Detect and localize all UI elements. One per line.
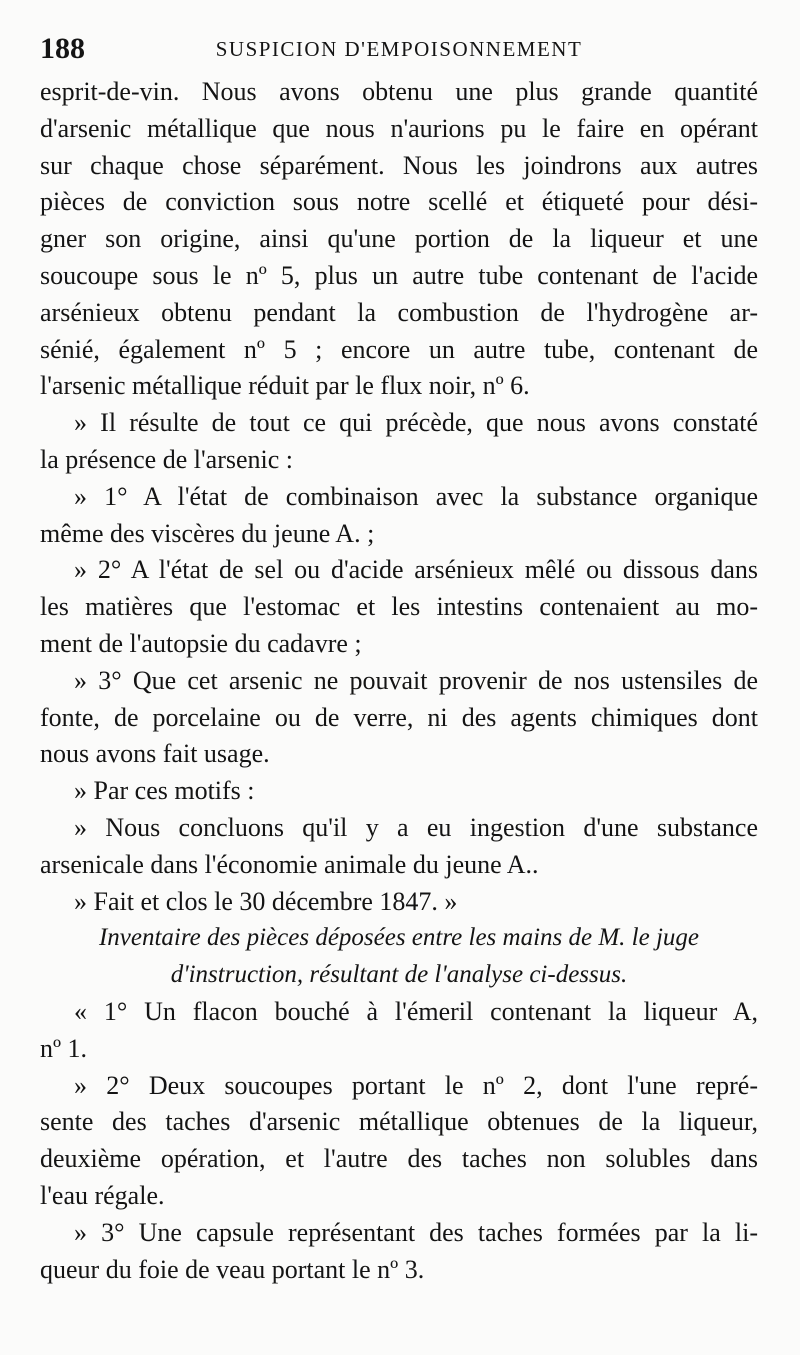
text-line: deuxième opération, et l'autre des taches non solubles dans [40,1144,758,1174]
running-title: SUSPICION D'EMPOISONNEMENT [215,37,583,61]
text-line: » 3° Une capsule représentant des taches formées par la li- [74,1217,758,1247]
text-line: pièces de conviction sous notre scellé et étiqueté pour dési- [40,187,758,217]
text-line: l'arsenic métallique réduit par le flux noir, nº 6. [40,371,530,401]
text-line: » Il résulte de tout ce qui précède, que nous avons constaté [74,408,758,438]
text-line: sur chaque chose séparément. Nous les joindrons aux autres [40,150,758,180]
text-line: arsénieux obtenu pendant la combustion de l'hydrogène ar- [40,297,758,327]
text-line: » Par ces motifs : [74,776,255,806]
section-heading-line: d'instruction, résultant de l'analyse ci-dessus. [170,961,628,989]
text-line: » Nous concluons qu'il y a eu ingestion d'une substance [74,812,758,842]
text-line: ment de l'autopsie du cadavre ; [40,628,362,658]
text-line: » 2° A l'état de sel ou d'acide arsénieux mêlé ou dissous dans [74,555,758,585]
text-line: soucoupe sous le nº 5, plus un autre tube contenant de l'acide [40,260,758,290]
running-head [40,32,758,66]
text-line: sente des taches d'arsenic métallique obtenues de la liqueur, [40,1107,758,1137]
text-line: la présence de l'arsenic : [40,444,293,474]
text-line: d'arsenic métallique que nous n'aurions pu le faire en opérant [40,113,758,143]
body-text [40,74,758,1288]
text-line: même des viscères du jeune A. ; [40,518,375,548]
page-number: 188 [40,32,85,65]
text-line: » Fait et clos le 30 décembre 1847. » [74,886,458,916]
text-line: sénié, également nº 5 ; encore un autre tube, contenant de [40,334,758,364]
text-line: arsenicale dans l'économie animale du jeune A.. [40,849,539,879]
text-line: l'eau régale. [40,1180,165,1210]
text-line: gner son origine, ainsi qu'une portion de la liqueur et une [40,224,758,254]
section-heading-line: Inventaire des pièces déposées entre les mains de M. le juge [98,924,700,952]
text-line: » 1° A l'état de combinaison avec la substance organique [74,481,758,511]
text-line: nous avons fait usage. [40,739,270,769]
text-line: queur du foie de veau portant le nº 3. [40,1254,425,1284]
text-line: esprit-de-vin. Nous avons obtenu une plus grande quantité [40,77,758,106]
text-line: les matières que l'estomac et les intestins contenaient au mo- [40,592,758,622]
text-line: nº 1. [40,1033,88,1063]
text-line: » 3° Que cet arsenic ne pouvait provenir de nos ustensiles de [74,665,758,695]
text-line: fonte, de porcelaine ou de verre, ni des agents chimiques dont [40,702,758,732]
text-line: » 2° Deux soucoupes portant le nº 2, dont l'une repré- [74,1070,758,1100]
text-line: « 1° Un flacon bouché à l'émeril contenant la liqueur A, [74,996,758,1026]
